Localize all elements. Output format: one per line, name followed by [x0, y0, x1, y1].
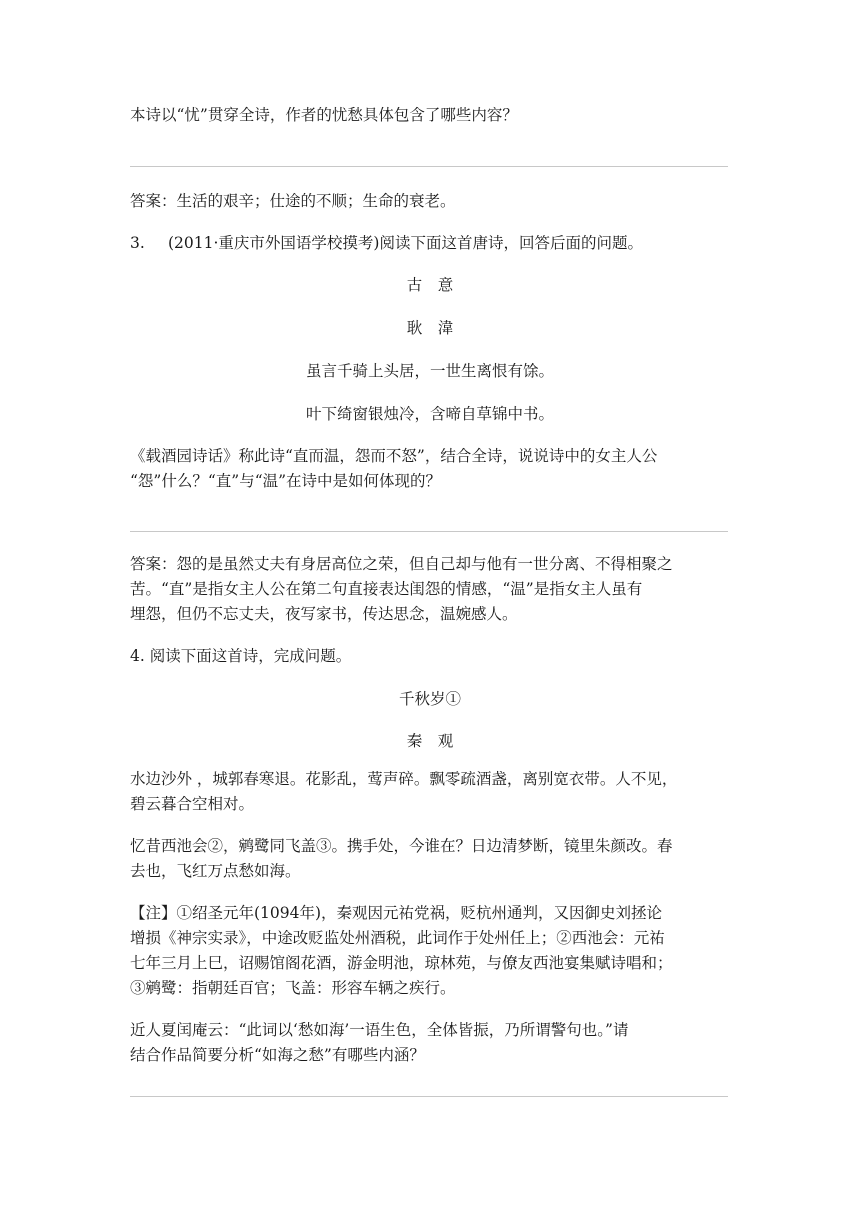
q2-question: 本诗以“忧”贯穿全诗，作者的忧愁具体包含了哪些内容？ — [130, 106, 518, 124]
q4-stanza2-line: 去也，飞红万点愁如海。 — [130, 862, 301, 880]
q3-question-line: 《载酒园诗话》称此诗“直而温，怨而不怒”，结合全诗，说说诗中的女主人公 — [130, 447, 658, 465]
q3-poem-line: 虽言千骑上头居，一世生离恨有馀。 — [305, 362, 554, 380]
q4-stanza1-line: 碧云暮合空相对。 — [130, 795, 255, 813]
answer-line — [130, 531, 728, 532]
q3-intro — [130, 230, 730, 256]
q3-question-line: “怨”什么？“直”与“温”在诗中是如何体现的？ — [130, 472, 442, 490]
q4-poem-author: 秦 观 — [406, 732, 454, 750]
q4-poem-title: 千秋岁① — [398, 690, 461, 708]
answer-line — [130, 166, 728, 167]
q4-question-line: 近人夏闰庵云：“此词以‘愁如海’一语生色，全体皆振，乃所谓警句也。”请 — [130, 1021, 629, 1039]
q3-number: 3. — [130, 234, 145, 252]
q2-answer: 答案：生活的艰辛；仕途的不顺；生命的衰老。 — [130, 192, 456, 210]
q3-answer-line: 答案：怨的是虽然丈夫有身居高位之荣，但自己却与他有一世分离、不得相聚之 — [130, 555, 673, 573]
q3-answer-line: 埋怨，但仍不忘丈夫，夜写家书，传达思念，温婉感人。 — [130, 605, 518, 623]
q3-poem-author: 耿 湋 — [406, 319, 454, 337]
q4-note-line: 增损《神宗实录》，中途改贬监处州酒税，此词作于处州任上；②西池会：元祐 — [130, 929, 665, 947]
answer-line — [130, 1096, 728, 1097]
q4-intro: 4. 阅读下面这首诗，完成问题。 — [130, 647, 352, 665]
q3-answer-line: 苦。“直”是指女主人公在第二句直接表达闺怨的情感，“温”是指女主人虽有 — [130, 580, 643, 598]
q4-note-line: 七年三月上巳，诏赐馆阁花酒，游金明池，琼林苑，与僚友西池宴集赋诗唱和； — [130, 954, 673, 972]
q4-note-line: ③鹓鹭：指朝廷百官；飞盖：形容车辆之疾行。 — [130, 979, 456, 997]
q3-intro-text: (2011·重庆市外国语学校摸考)阅读下面这首唐诗，回答后面的问题。 — [168, 234, 643, 252]
q3-poem-title: 古 意 — [406, 276, 454, 294]
q3-poem-line: 叶下绮窗银烛冷，含啼自草锦中书。 — [305, 405, 554, 423]
q4-stanza2-line: 忆昔西池会②，鹓鹭同飞盖③。携手处，今谁在？日边清梦断，镜里朱颜改。春 — [130, 837, 673, 855]
q4-note-line: 【注】①绍圣元年(1094年)，秦观因元祐党祸，贬杭州通判，又因御史刘拯论 — [130, 904, 663, 922]
q4-question-line: 结合作品简要分析“如海之愁”有哪些内涵？ — [130, 1046, 425, 1064]
q4-stanza1-line: 水边沙外 ，城郭春寒退。花影乱，莺声碎。飘零疏酒盏，离别宽衣带。人不见， — [130, 770, 678, 788]
